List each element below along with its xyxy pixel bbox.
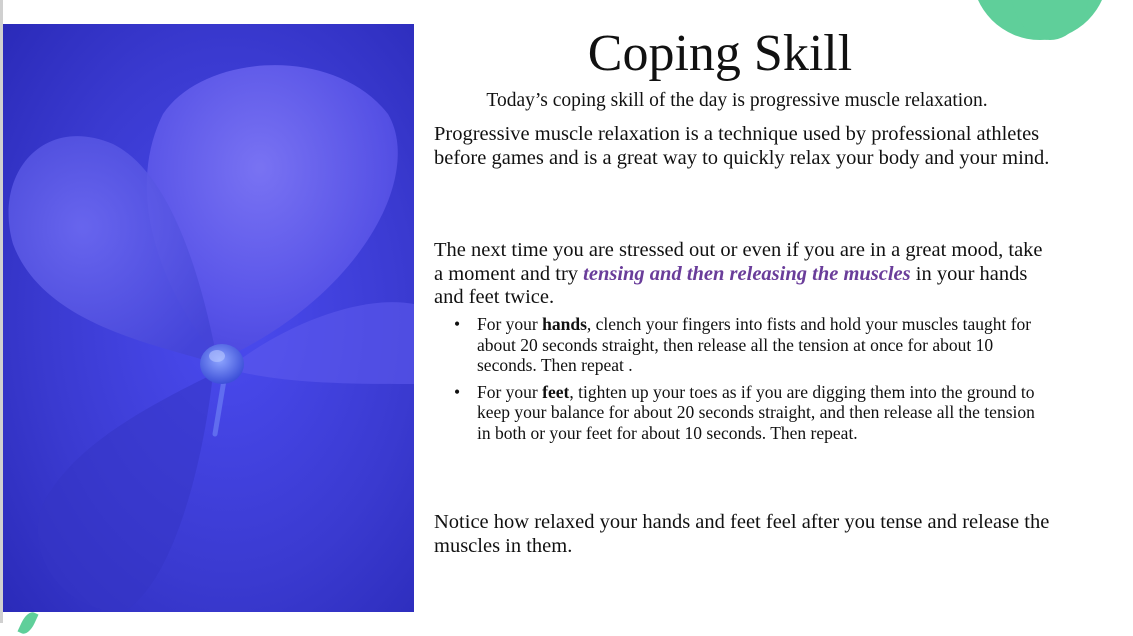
bullet-feet-text: , tighten up your toes as if you are digging them into the ground to keep your balance for about 20 seconds straight, and then release all the tension in both or your feet for about 10 seconds. Then repeat. [477,381,1035,443]
bullet-hands-prefix: For your [477,314,543,334]
instruction-paragraph [434,239,1054,310]
bullet-dot-icon: • [454,381,461,402]
instruction-text-after: in your hands and feet twice. [434,262,1028,308]
bullet-feet [452,382,1052,444]
intro-paragraph: Progressive muscle relaxation is a technique used by professional athletes before games and is a great way to quickly relax your body and your mind. [434,123,1050,169]
bullet-feet-prefix: For your [477,381,543,402]
instruction-text-before: The next time you are stressed out or even if you are in a great mood, take a moment and try [434,239,1043,285]
bullet-hands-text: , clench your fingers into fists and hold your muscles taught for about 20 seconds straight, then release all the tension at once for about 10 seconds. Then repeat . [477,314,1032,375]
bullet-dot-icon: • [454,314,461,334]
closing-paragraph: Notice how relaxed your hands and feet feel after you tense and release the muscles in them. [434,511,1050,557]
slide-title: Coping Skill [587,25,853,82]
bullet-hands-bold: hands [542,314,587,334]
instruction-bullet-list [452,314,1052,449]
bullet-hands [452,314,1052,376]
instruction-highlight: tensing and then releasing the muscles [583,262,911,285]
flower-illustration [3,24,414,612]
bullet-feet-bold: feet [542,381,570,402]
slide-subtitle: Today’s coping skill of the day is progressive muscle relaxation. [486,90,988,111]
blue-flower-photo [3,24,414,612]
